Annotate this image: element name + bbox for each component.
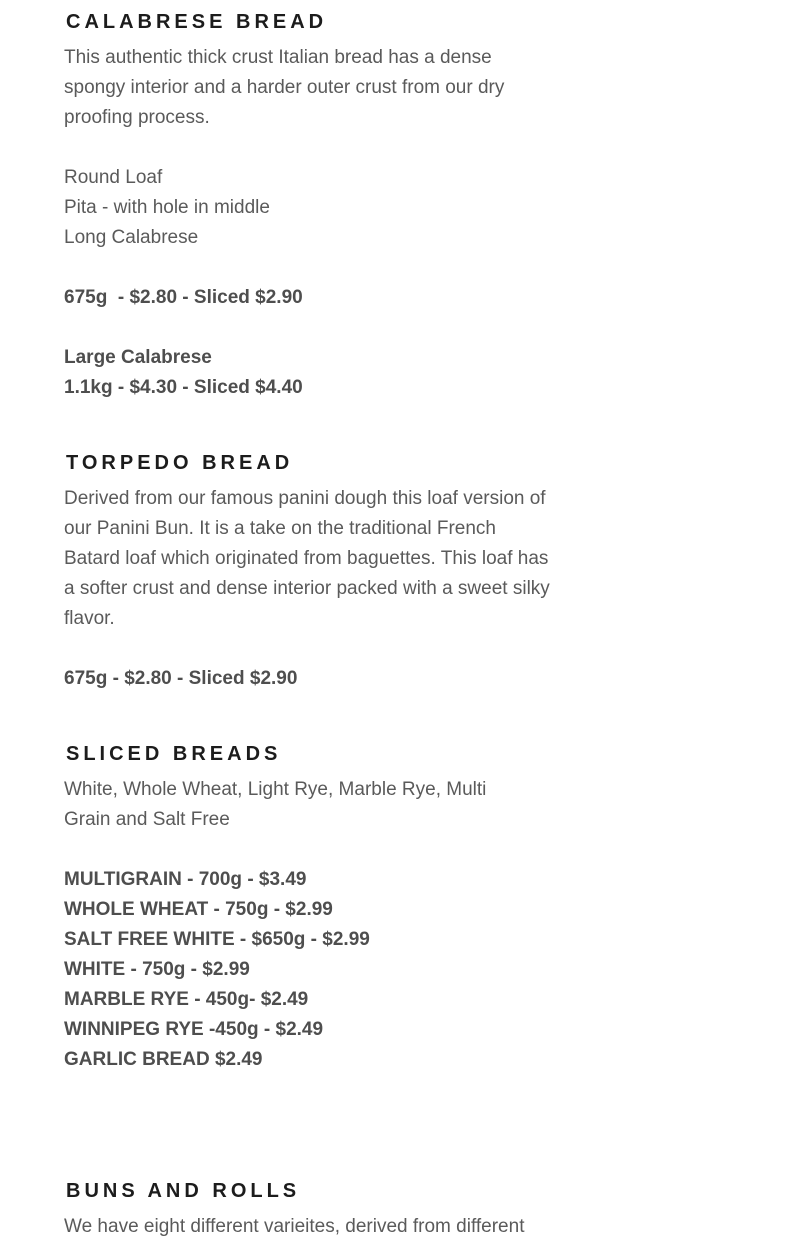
torpedo-heading: TORPEDO BREAD xyxy=(66,452,294,474)
spacer xyxy=(64,313,554,343)
torpedo-price: 675g - $2.80 - Sliced $2.90 xyxy=(64,668,298,689)
sliced-item-winnipeg-rye: WINNIPEG RYE -450g - $2.49 xyxy=(64,1019,324,1040)
buns-section xyxy=(64,1178,554,1242)
buns-heading: BUNS AND ROLLS xyxy=(66,1180,301,1202)
calabrese-variety-long: Long Calabrese xyxy=(64,227,199,248)
calabrese-description: This authentic thick crust Italian bread has a dense spongy interior and a harder outer crust from our dry proofing process. xyxy=(64,47,505,128)
sliced-item-whole-wheat: WHOLE WHEAT - 750g - $2.99 xyxy=(64,899,333,920)
sliced-description: White, Whole Wheat, Light Rye, Marble Rye, Multi Grain and Salt Free xyxy=(64,779,487,830)
buns-description: We have eight different varieites, derived from different xyxy=(64,1216,525,1237)
spacer xyxy=(64,835,554,865)
sliced-item-marble-rye: MARBLE RYE - 450g- $2.49 xyxy=(64,989,309,1010)
sliced-heading: SLICED BREADS xyxy=(66,743,282,765)
sliced-item-multigrain: MULTIGRAIN - 700g - $3.49 xyxy=(64,869,307,890)
calabrese-variety-round: Round Loaf xyxy=(64,167,163,188)
calabrese-regular-price: 675g - $2.80 - Sliced $2.90 xyxy=(64,287,303,308)
sliced-item-salt-free-white: SALT FREE WHITE - $650g - $2.99 xyxy=(64,929,370,950)
calabrese-heading: CALABRESE BREAD xyxy=(66,11,328,33)
sliced-item-garlic-bread: GARLIC BREAD $2.49 xyxy=(64,1049,263,1070)
spacer xyxy=(64,133,554,163)
sliced-section xyxy=(64,741,554,1075)
torpedo-section xyxy=(64,450,554,694)
spacer xyxy=(64,634,554,664)
calabrese-section xyxy=(64,9,554,403)
sliced-item-white: WHITE - 750g - $2.99 xyxy=(64,959,250,980)
calabrese-large-price: 1.1kg - $4.30 - Sliced $4.40 xyxy=(64,377,303,398)
calabrese-variety-pita: Pita - with hole in middle xyxy=(64,197,270,218)
calabrese-large-name: Large Calabrese xyxy=(64,347,212,368)
torpedo-description: Derived from our famous panini dough this loaf version of our Panini Bun. It is a take on the traditional French Batard loaf which originated from baguettes. This loaf has a softer crust and dense interior packed with a sweet silky flavor. xyxy=(64,488,550,629)
spacer xyxy=(64,253,554,283)
